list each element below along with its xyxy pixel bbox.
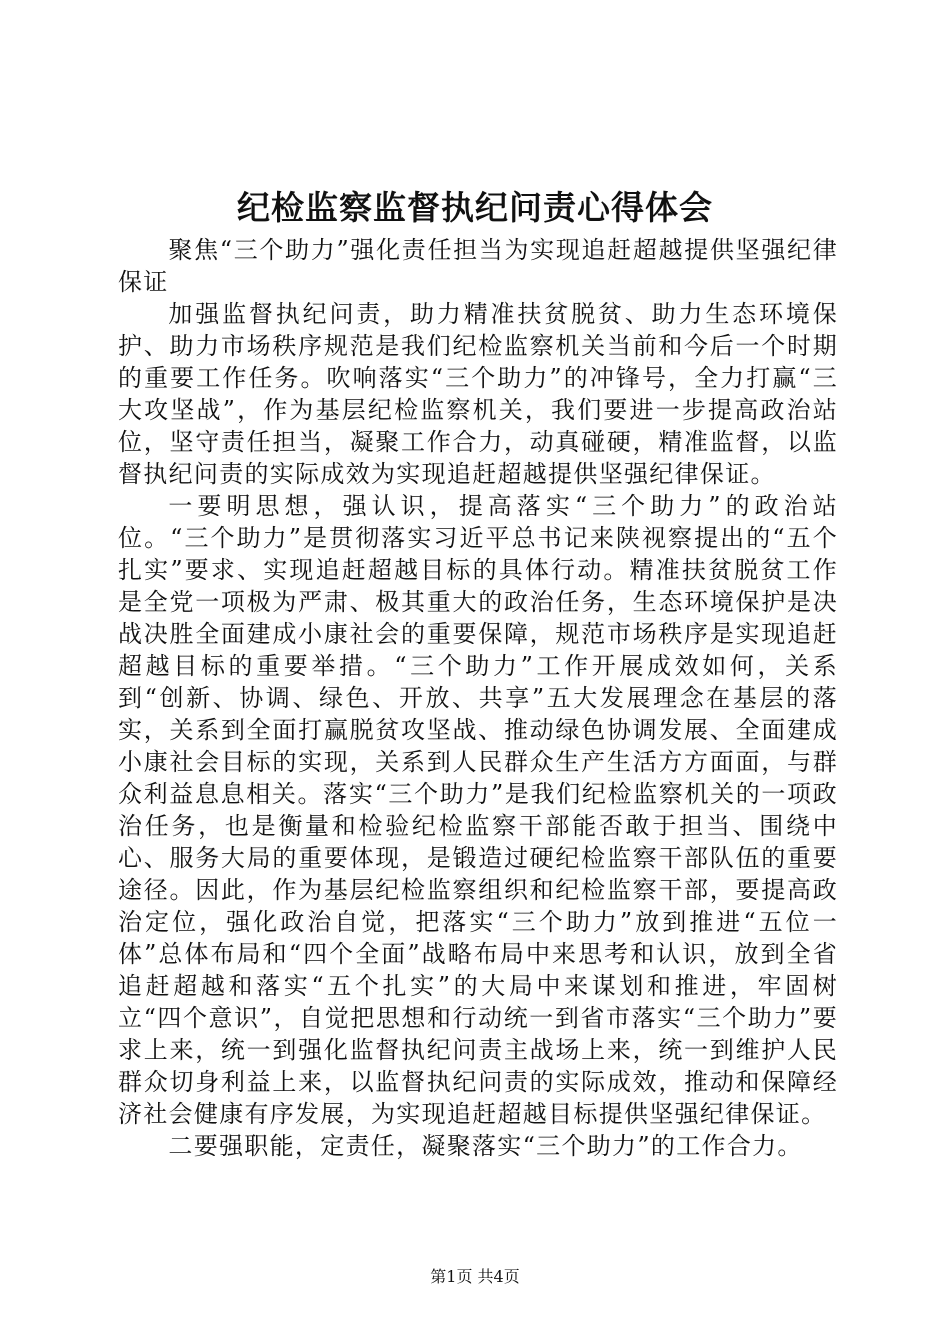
paragraph-subtitle: 聚焦“三个助力”强化责任担当为实现追赶超越提供坚强纪律保证 [118, 236, 838, 296]
paragraph-point-one: 一要明思想，强认识，提高落实“三个助力”的政治站位。“三个助力”是贯彻落实习近平总书记来陕视察提出的“五个扎实”要求、实现追赶超越目标的具体行动。精准扶贫脱贫工作是全党一项极为严肃、极其重大的政治任务，生态环境保护是决战决胜全面建成小康社会的重要保障，规范市场秩序是实现追赶超越目标的重要举措。“三个助力”工作开展成效如何，关系到“创新、协调、绿色、开放、共享”五大发展理念在基层的落实，关系到全面打赢脱贫攻坚战、推动绿色协调发展、全面建成小康社会目标的实现，关系到人民群众生产生活方方面面，与群众利益息息相关。落实“三个助力”是我们纪检监察机关的一项政治任务，也是衡量和检验纪检监察干部能否敢于担当、围绕中心、服务大局的重要体现，是锻造过硬纪检监察干部队伍的重要途径。因此，作为基层纪检监察组织和纪检监察干部，要提高政治定位，强化政治自觉，把落实“三个助力”放到推进“五位一体”总体布局和“四个全面”战略布局中来思考和认识，放到全省追赶超越和落实“五个扎实”的大局中来谋划和推进，牢固树立“四个意识”，自觉把思想和行动统一到省市落实“三个助力”要求上来，统一到强化监督执纪问责主战场上来，统一到维护人民群众切身利益上来，以监督执纪问责的实际成效，推动和保障经济社会健康有序发展，为实现追赶超越目标提供坚强纪律保证。 [118, 492, 838, 1128]
paragraph-point-two: 二要强职能，定责任，凝聚落实“三个助力”的工作合力。 [168, 1132, 803, 1160]
page-footer: 第1页 共4页 [430, 1267, 520, 1286]
document-title: 纪检监察监督执纪问责心得体会 [237, 188, 713, 227]
document-body [118, 234, 838, 1162]
paragraph-intro: 加强监督执纪问责，助力精准扶贫脱贫、助力生态环境保护、助力市场秩序规范是我们纪检监察机关当前和今后一个时期的重要工作任务。吹响落实“三个助力”的冲锋号，全力打赢“三大攻坚战”，作为基层纪检监察机关，我们要进一步提高政治站位，坚守责任担当，凝聚工作合力，动真碰硬，精准监督，以监督执纪问责的实际成效为实现追赶超越提供坚强纪律保证。 [118, 300, 838, 488]
